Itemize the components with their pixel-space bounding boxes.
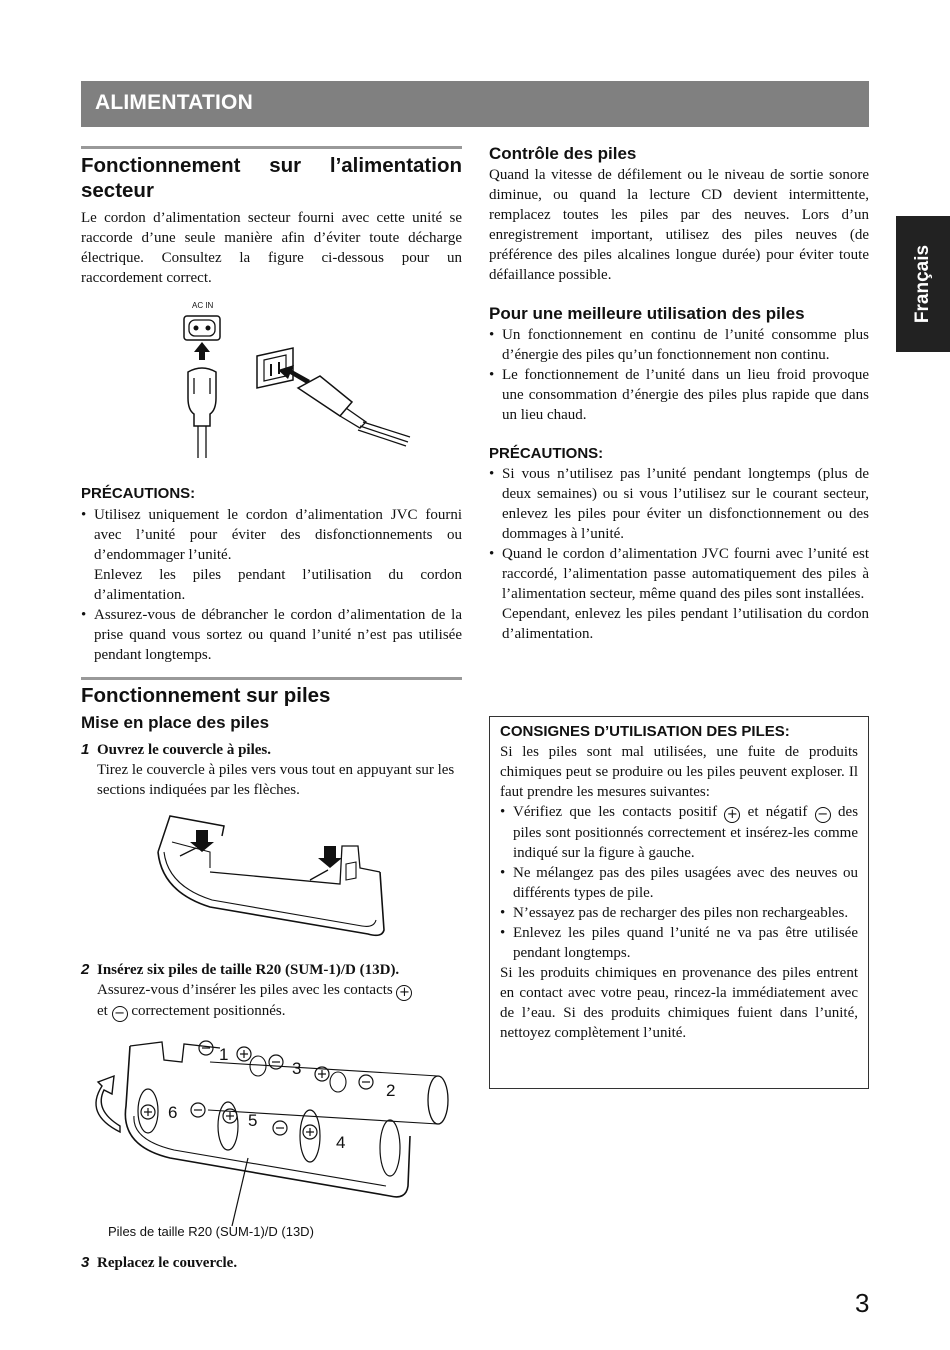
precaution-text-extra: Cependant, enlevez les piles pendant l’utilisation du cordon d’alimentation. <box>502 606 869 642</box>
step-body-c: correctement positionnés. <box>131 1003 286 1019</box>
heading-battery-check: Contrôle des piles <box>489 144 637 163</box>
precautions-heading-right: PRÉCAUTIONS: <box>489 445 604 462</box>
heading-better-use: Pour une meilleure utilisation des piles <box>489 304 805 323</box>
plus-icon: + <box>396 985 412 1001</box>
heading-ac-power: Fonctionnement sur l’alimentation secteur <box>81 154 462 202</box>
battery-number-6: 6 <box>168 1103 178 1122</box>
battery-figure-caption: Piles de taille R20 (SUM-1)/D (13D) <box>108 1224 314 1239</box>
list-item <box>81 505 462 605</box>
battery-cover-figure <box>150 812 390 947</box>
right-column <box>489 143 869 644</box>
arrow-up-icon <box>194 342 210 360</box>
ac-cord-figure <box>170 298 420 468</box>
step-2-block <box>81 960 462 1022</box>
battery-check-text: Quand la vitesse de défilement ou le niveau de sortie sonore diminue, ou quand la lecture CD devient intermittente, remplacez toutes les piles par des neuves. Lors d’un enregistrement important, utilisez des piles neuves (de préférence des piles alcalines longue durée) pour éviter toute défaillance possible. <box>489 167 869 283</box>
step-3-block <box>81 1253 462 1273</box>
arrow-down-icon <box>318 846 342 868</box>
item-text-c: des piles sont positionnés correctement et insérez-les comme indiqué sur la figure à gauche. <box>513 804 859 861</box>
battery-number-3: 3 <box>292 1059 302 1078</box>
battery-number-4: 4 <box>336 1133 346 1152</box>
list-item <box>489 544 869 644</box>
rotate-arrow-icon <box>96 1076 120 1132</box>
precaution-text: Quand le cordon d’alimentation JVC fourni avec l’unité est raccordé, l’alimentation passe automatiquement des piles à l’alimentation secteur, même quand des piles sont installées. <box>502 546 869 602</box>
page-number: 3 <box>855 1288 870 1318</box>
subheading-battery-install: Mise en place des piles <box>81 713 270 732</box>
minus-icon: − <box>112 1006 128 1022</box>
list-item <box>500 802 858 863</box>
section-rule <box>81 146 462 149</box>
list-item: • Enlevez les piles quand l’unité ne va pas être utilisée pendant longtemps. <box>500 923 858 963</box>
language-tab-label: Français <box>912 244 933 324</box>
banner-title: ALIMENTATION <box>95 91 253 114</box>
step-title: Insérez six piles de taille R20 (SUM-1)/D (13D). <box>97 962 400 978</box>
heading-batteries: Fonctionnement sur piles <box>81 684 331 707</box>
step-title: Replacez le couvercle. <box>97 1255 238 1271</box>
list-item: • Ne mélangez pas des piles usagées avec des neuves ou différents types de pile. <box>500 863 858 903</box>
list-item: • Un fonctionnement en continu de l’unité consomme plus d’énergie des piles qu’un fonctionnement non continu. <box>489 325 869 365</box>
section-banner <box>81 81 869 127</box>
battery-instructions-box <box>489 716 869 1089</box>
step-1 <box>81 740 462 800</box>
battery-number-2: 2 <box>386 1081 396 1100</box>
precaution-text: Utilisez uniquement le cordon d’alimentation JVC fourni avec l’unité pour éviter des disfonctionnements ou d’endommager l’unité. <box>94 507 462 563</box>
plus-icon: + <box>724 807 740 823</box>
step-number: 3 <box>81 1254 90 1271</box>
list-item: • Assurez-vous de débrancher le cordon d’alimentation de la prise quand vous sortez ou quand l’unité n’est pas utilisée pendant longtemps. <box>81 605 462 665</box>
section-rule <box>81 677 462 680</box>
left-batteries <box>81 677 462 800</box>
list-item: • Si vous n’utilisez pas l’unité pendant longtemps (plus de deux semaines) ou si vous l’utilisez sur le courant secteur, enlevez les piles pour éviter un disfonctionnement ou des dommages à l’unité. <box>489 464 869 544</box>
precaution-text-extra: Enlevez les piles pendant l’utilisation du cordon d’alimentation. <box>94 567 462 603</box>
item-text-a: Vérifiez que les contacts positif <box>513 804 718 820</box>
precautions-list-left <box>81 505 462 665</box>
list-item: • Le fonctionnement de l’unité dans un lieu froid provoque une consommation d’énergie des piles plus rapide que dans un lieu chaud. <box>489 365 869 425</box>
ac-in-label: AC IN <box>192 301 214 310</box>
step-body-b: et <box>97 1003 108 1019</box>
step-body: Tirez le couvercle à piles vers vous tout en appuyant sur les sections indiquées par les flèches. <box>97 762 455 798</box>
item-text-b: et négatif <box>747 804 808 820</box>
ac-power-text: Le cordon d’alimentation secteur fourni avec cette unité se raccorde d’une seule manière afin d’éviter toute décharge électrique. Consultez la figure ci-dessous pour un raccordement correct. <box>81 210 462 286</box>
battery-number-5: 5 <box>248 1111 258 1130</box>
battery-number-1: 1 <box>219 1045 229 1064</box>
better-use-list <box>489 325 869 425</box>
minus-icon: − <box>815 807 831 823</box>
step-2 <box>81 960 462 1022</box>
battery-insertion-figure <box>90 1036 470 1216</box>
instructions-heading: CONSIGNES D’UTILISATION DES PILES: <box>500 723 790 740</box>
step-body-a: Assurez-vous d’insérer les piles avec les contacts <box>97 982 393 998</box>
precautions-heading-left: PRÉCAUTIONS: <box>81 485 196 502</box>
step-number: 1 <box>81 741 90 758</box>
precautions-list-right <box>489 464 869 644</box>
language-tab <box>896 216 950 352</box>
left-precautions <box>81 484 462 665</box>
step-3 <box>81 1253 462 1273</box>
instructions-outro: Si les produits chimiques en provenance des piles entrent en contact avec votre peau, rincez-la immédiatement avec de l’eau. Si des produits chimiques fuient dans l’unité, nettoyez complètement l’unité. <box>500 965 858 1041</box>
list-item: • N’essayez pas de recharger des piles non rechargeables. <box>500 903 858 923</box>
arrow-left-icon <box>278 365 310 384</box>
instructions-list <box>500 802 858 963</box>
step-number: 2 <box>81 961 90 978</box>
instructions-intro: Si les piles sont mal utilisées, une fuite de produits chimiques peut se produire ou les piles peuvent exploser. Il faut prendre les mesures suivantes: <box>500 744 858 800</box>
left-column-top <box>81 146 462 288</box>
step-title: Ouvrez le couvercle à piles. <box>97 742 271 758</box>
